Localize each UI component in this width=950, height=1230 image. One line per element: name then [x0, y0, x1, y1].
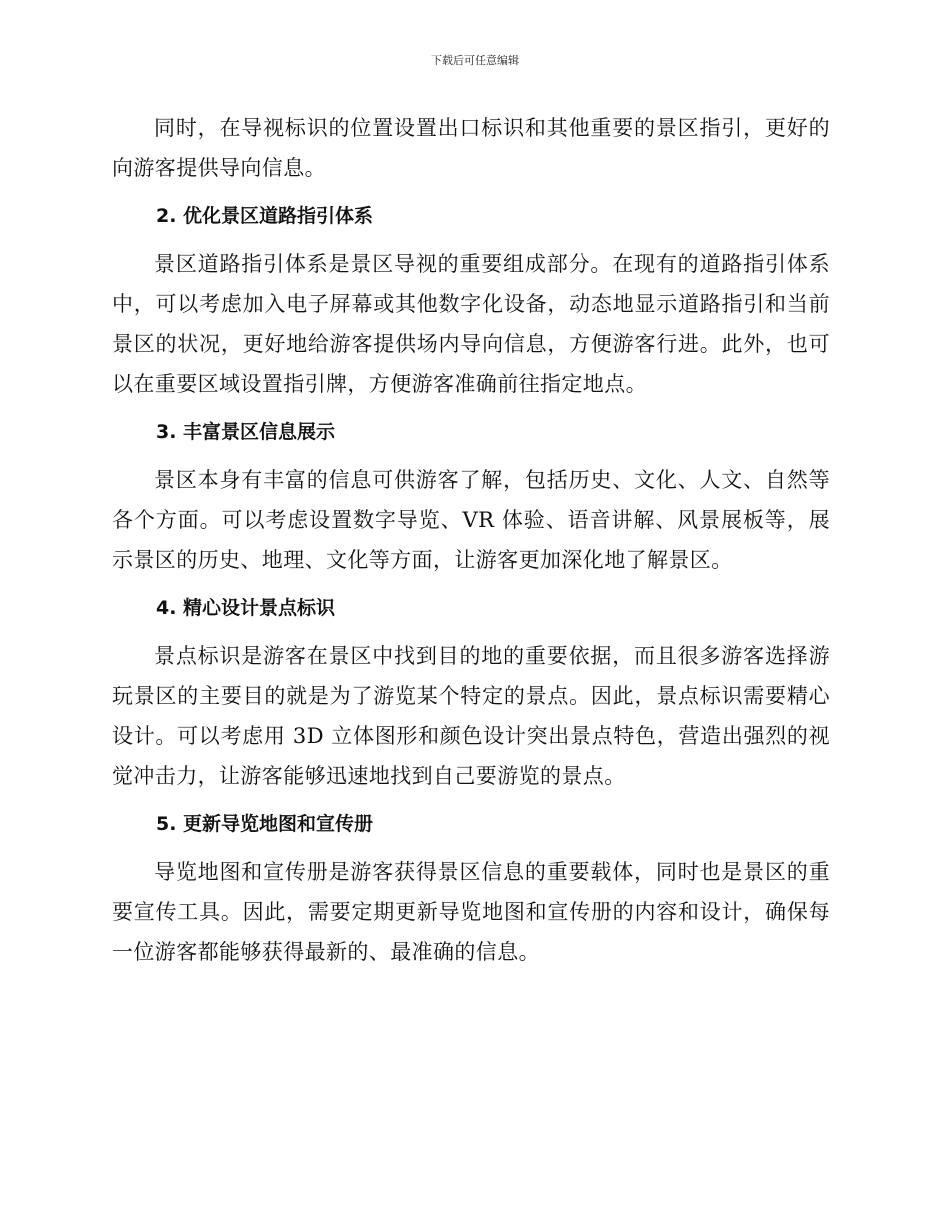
paragraph-spot-signage: 景点标识是游客在景区中找到目的地的重要依据，而且很多游客选择游玩景区的主要目的就是为了游览某个特定的景点。因此，景点标识需要精心设计。可以考虑用 3D 立体图形和颜色设计突出景点特色，营造出强烈的视觉冲击力，让游客能够迅速地找到自己要游览的景点。 — [112, 644, 830, 788]
heading-road-guidance: 2. 优化景区道路指引体系 — [156, 205, 374, 227]
paragraph-info-display: 景区本身有丰富的信息可供游客了解，包括历史、文化、人文、自然等各个方面。可以考虑设置数字导览、VR 体验、语音讲解、风景展板等，展示景区的历史、地理、文化等方面，让游客更加深化地了解景区。 — [112, 468, 830, 572]
page-header: 下载后可任意编辑 — [431, 54, 519, 67]
document-body — [112, 108, 830, 972]
heading-info-display: 3. 丰富景区信息展示 — [156, 421, 336, 443]
paragraph-road-guidance: 景区道路指引体系是景区导视的重要组成部分。在现有的道路指引体系中，可以考虑加入电子屏幕或其他数字化设备，动态地显示道路指引和当前景区的状况，更好地给游客提供场内导向信息，方便游客行进。此外，也可以在重要区域设置指引牌，方便游客准确前往指定地点。 — [112, 252, 830, 396]
paragraph-map-brochure: 导览地图和宣传册是游客获得景区信息的重要载体，同时也是景区的重要宣传工具。因此，需要定期更新导览地图和宣传册的内容和设计，确保每一位游客都能够获得最新的、最准确的信息。 — [112, 860, 830, 964]
paragraph-exit-signage: 同时，在导视标识的位置设置出口标识和其他重要的景区指引，更好的向游客提供导向信息。 — [112, 116, 830, 180]
heading-spot-signage: 4. 精心设计景点标识 — [156, 597, 336, 619]
heading-map-brochure: 5. 更新导览地图和宣传册 — [156, 813, 374, 835]
